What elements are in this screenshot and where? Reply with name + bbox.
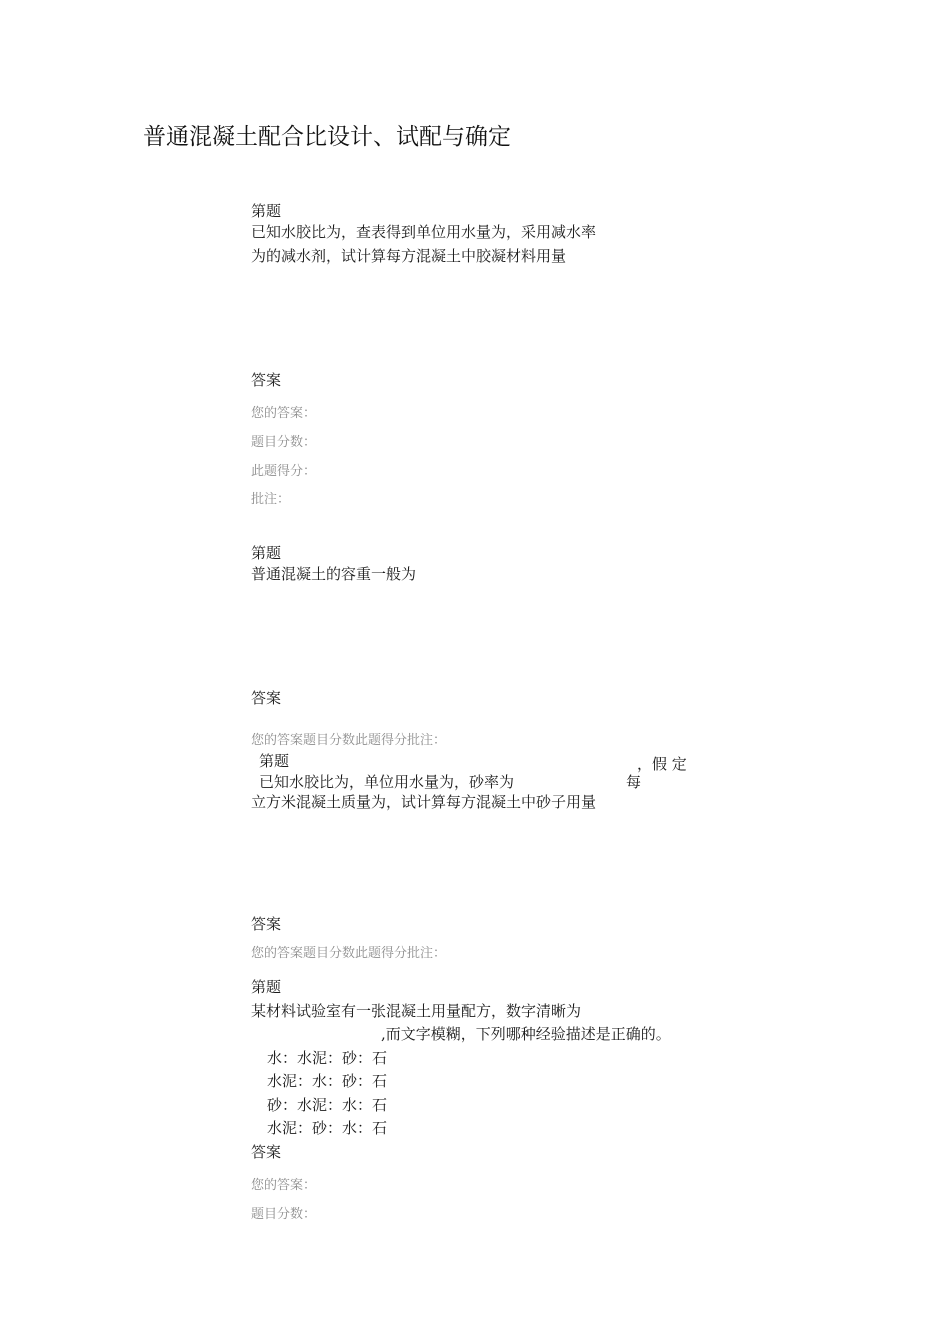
page-title: 普通混凝土配合比设计、试配与确定 [143,124,511,150]
q1-your-answer-label: 您的答案： [251,406,317,421]
q4-text-line1: 某材料试验室有一张混凝土用量配方，数字清晰为 [251,1002,582,1020]
q3-assume-text: ，假 定 [637,755,687,773]
q2-answer-header: 答案 [251,689,282,707]
q1-score-label: 题目分数： [251,435,317,450]
q1-earned-label: 此题得分： [251,464,317,479]
q3-text-line2: 立方米混凝土质量为，试计算每方混凝土中砂子用量 [251,793,597,811]
q1-header: 第题 [251,202,282,220]
q4-option: 水泥：砂：水：石 [267,1119,388,1137]
q1-answer-header: 答案 [251,371,282,389]
q4-option: 砂：水泥：水：石 [267,1096,388,1114]
q4-option: 水泥：水：砂：石 [267,1072,388,1090]
q1-text-line2: 为的减水剂，试计算每方混凝土中胶凝材料用量 [251,247,567,265]
q4-option: 水：水泥：砂：石 [267,1049,388,1067]
q3-header: 第题 [259,752,290,770]
q3-per-text: 每 [626,773,642,791]
q1-comment-label: 批注： [251,492,291,507]
q4-your-answer-label: 您的答案： [251,1178,317,1193]
q4-score-label: 题目分数： [251,1207,317,1222]
q3-meta-labels: 您的答案题目分数此题得分批注： [251,946,447,961]
q4-header: 第题 [251,978,282,996]
q4-answer-header: 答案 [251,1143,282,1161]
q4-text-line2: ,而文字模糊，下列哪种经验描述是正确的。 [381,1025,671,1043]
q2-meta-labels: 您的答案题目分数此题得分批注： [251,733,447,748]
q2-text-line1: 普通混凝土的容重一般为 [251,565,417,583]
q3-text-line1: 已知水胶比为，单位用水量为，砂率为 [259,773,515,791]
q3-answer-header: 答案 [251,915,282,933]
q1-text-line1: 已知水胶比为，查表得到单位用水量为，采用减水率 [251,223,597,241]
q2-header: 第题 [251,544,282,562]
